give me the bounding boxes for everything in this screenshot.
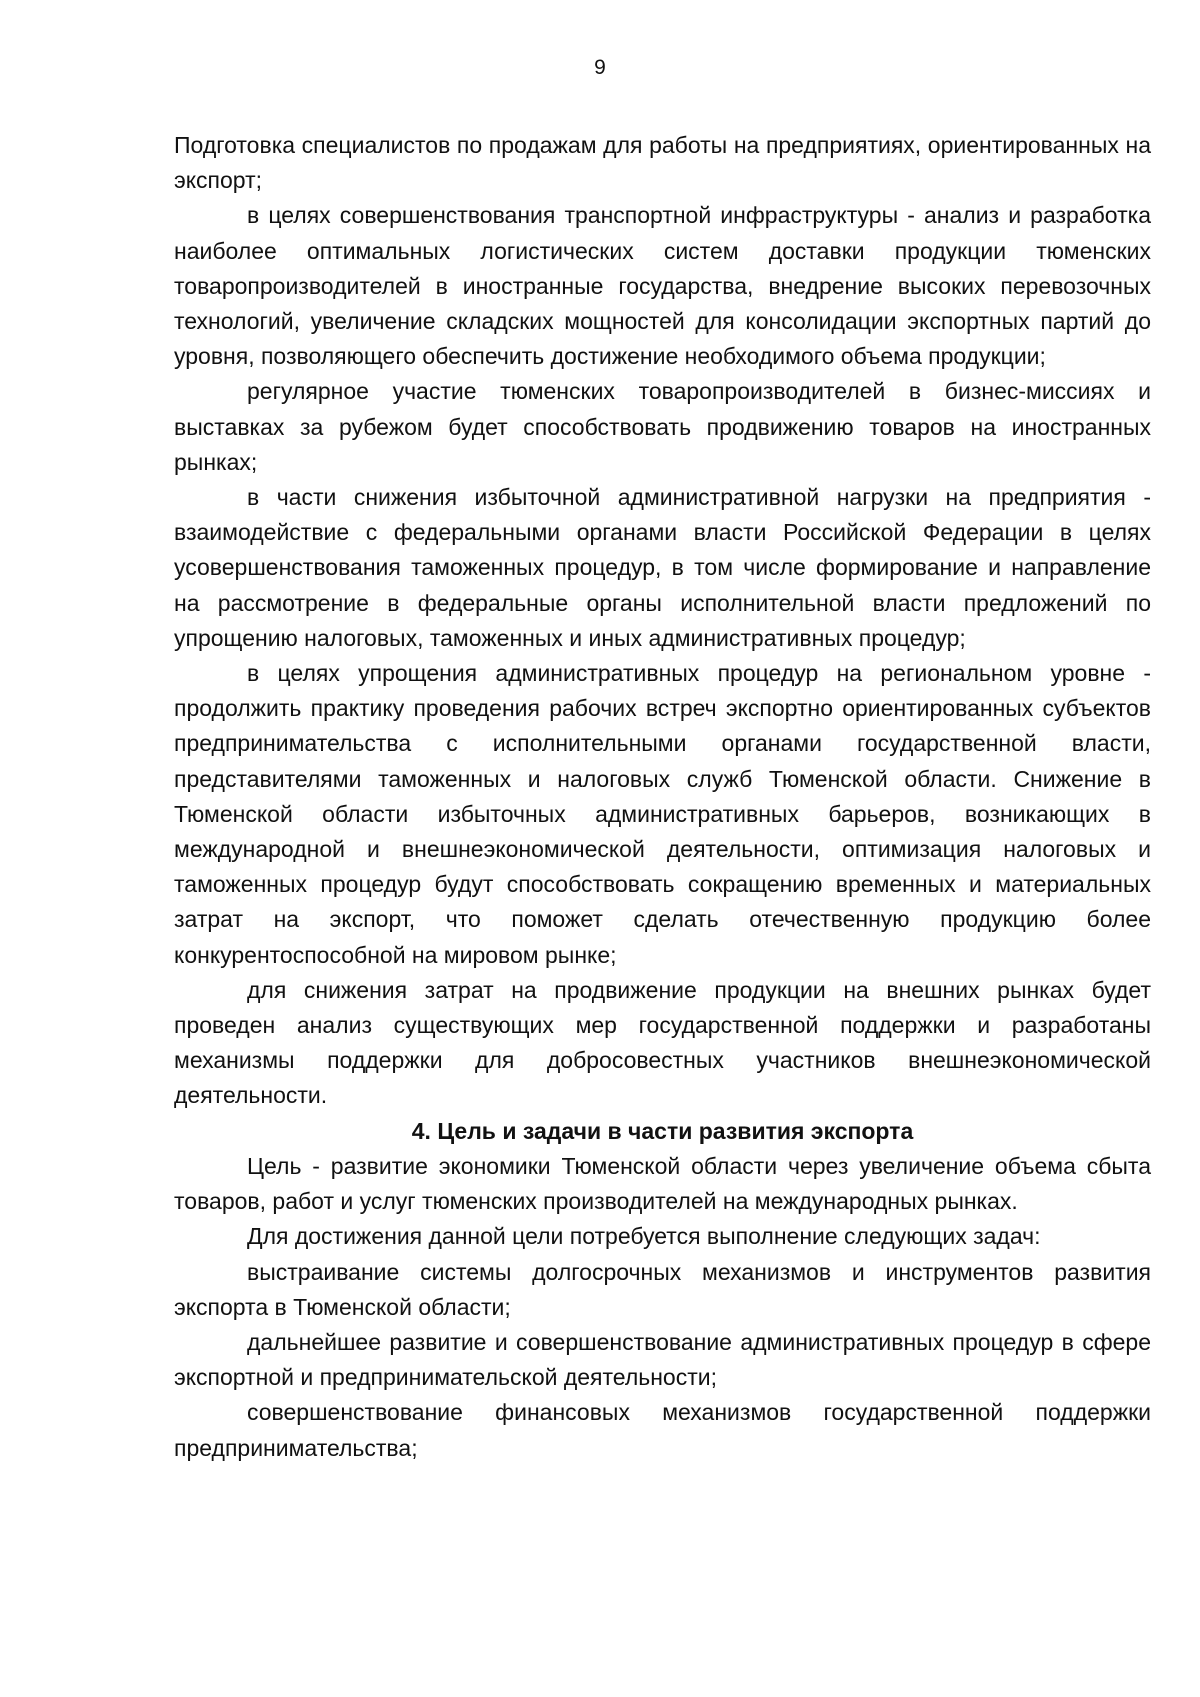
paragraph: в целях упрощения административных процедур на региональном уровне - продолжить практику проведения рабочих встреч экспортно ориентированных субъектов предпринимательства с исполнительными органами государственной власти, представителями таможенных и налоговых служб Тюменской области. Снижение в Тюменской области избыточных административных барьеров, возникающих в международной и внешнеэкономической деятельности, оптимизация налоговых и таможенных процедур будут способствовать сокращению временных и материальных затрат на экспорт, что поможет сделать отечественную продукцию более конкурентоспособной на мировом рынке;	[174, 660, 1151, 968]
paragraph: Цель - развитие экономики Тюменской области через увеличение объема сбыта товаров, работ и услуг тюменских производителей на международных рынках.	[174, 1152, 1151, 1215]
document-body	[174, 128, 1151, 1466]
paragraph: выстраивание системы долгосрочных механизмов и инструментов развития экспорта в Тюменской области;	[174, 1258, 1151, 1320]
paragraph: для снижения затрат на продвижение продукции на внешних рынках будет проведен анализ существующих мер государственной поддержки и разработаны механизмы поддержки для добросовестных участников внешнеэкономической деятельности.	[174, 976, 1151, 1109]
paragraph: Подготовка специалистов по продажам для работы на предприятиях, ориентированных на экспорт;	[174, 132, 1151, 194]
paragraph: регулярное участие тюменских товаропроизводителей в бизнес-миссиях и выставках за рубежом будет способствовать продвижению товаров на иностранных рынках;	[174, 378, 1151, 475]
section-heading: 4. Цель и задачи в части развития экспорта	[411, 1117, 914, 1144]
paragraph: в целях совершенствования транспортной инфраструктуры - анализ и разработка наиболее оптимальных логистических систем доставки продукции тюменских товаропроизводителей в иностранные государства, внедрение высоких перевозочных технологий, увеличение складских мощностей для консолидации экспортных партий до уровня, позволяющего обеспечить достижение необходимого объема продукции;	[174, 202, 1151, 370]
page-number: 9	[594, 56, 606, 79]
paragraph: в части снижения избыточной административной нагрузки на предприятия - взаимодействие с федеральными органами власти Российской Федерации в целях усовершенствования таможенных процедур, в том числе формирование и направление на рассмотрение в федеральные органы исполнительной власти предложений по упрощению налоговых, таможенных и иных административных процедур;	[174, 484, 1151, 651]
paragraph: дальнейшее развитие и совершенствование административных процедур в сфере экспортной и предпринимательской деятельности;	[174, 1328, 1151, 1391]
paragraph: Для достижения данной цели потребуется выполнение следующих задач:	[247, 1223, 1041, 1250]
paragraph: совершенствование финансовых механизмов государственной поддержки предпринимательства;	[174, 1399, 1151, 1461]
